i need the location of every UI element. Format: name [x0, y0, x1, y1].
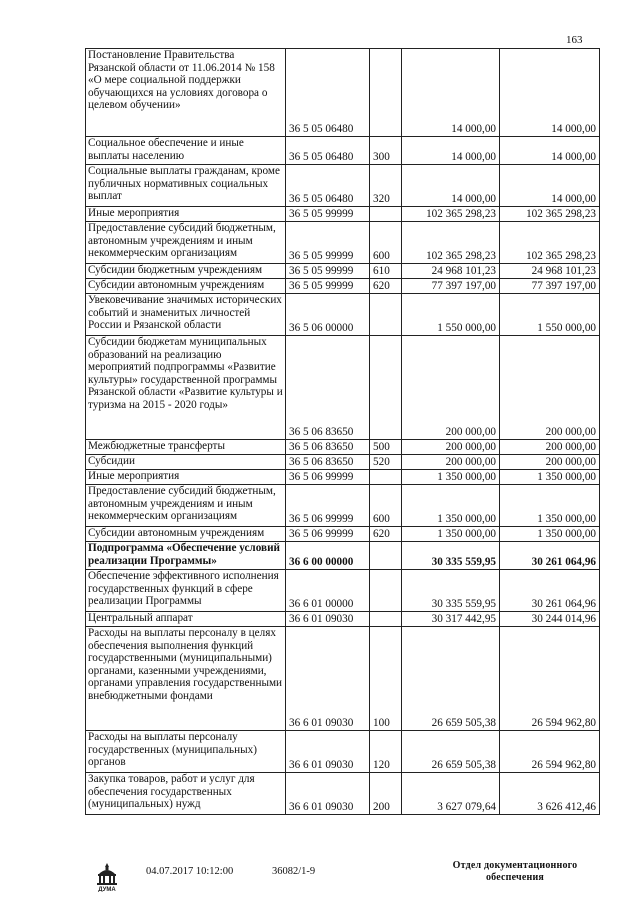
row-code: 36 5 05 99999: [286, 264, 370, 279]
table-row: [86, 570, 600, 612]
row-code: 36 5 05 99999: [286, 279, 370, 294]
row-value-2: 26 594 962,80: [500, 731, 600, 773]
table-row: [86, 773, 600, 815]
row-name: Иные мероприятия: [86, 207, 286, 222]
row-value-2: 102 365 298,23: [500, 207, 600, 222]
budget-table-body: [86, 49, 600, 815]
row-value-2: 14 000,00: [500, 49, 600, 137]
row-name: Социальное обеспечение и иные выплаты населению: [86, 137, 286, 165]
row-value-2: 77 397 197,00: [500, 279, 600, 294]
footer-doc-number: 36082/1-9: [272, 866, 316, 877]
row-value-2: 14 000,00: [500, 165, 600, 207]
row-expense-type: [370, 207, 402, 222]
row-name: Обеспечение эффективного исполнения государственных функций в сфере реализации Программы: [86, 570, 286, 612]
row-value-1: 24 968 101,23: [402, 264, 500, 279]
row-value-1: 1 350 000,00: [402, 485, 500, 527]
table-row: [86, 137, 600, 165]
row-expense-type: [370, 612, 402, 627]
row-value-2: 200 000,00: [500, 440, 600, 455]
row-value-2: 1 350 000,00: [500, 527, 600, 542]
footer-department-line2: обеспечения: [485, 872, 545, 883]
row-value-2: 30 244 014,96: [500, 612, 600, 627]
row-value-2: 3 626 412,46: [500, 773, 600, 815]
row-code: 36 5 06 83650: [286, 336, 370, 440]
row-name: Иные мероприятия: [86, 470, 286, 485]
row-code: 36 6 00 00000: [286, 542, 370, 570]
footer: [0, 860, 640, 900]
table-row: [86, 279, 600, 294]
table-row: [86, 165, 600, 207]
row-code: 36 5 06 99999: [286, 527, 370, 542]
page-number: 163: [566, 34, 583, 46]
row-value-1: 3 627 079,64: [402, 773, 500, 815]
row-code: 36 5 06 00000: [286, 294, 370, 336]
table-row: [86, 49, 600, 137]
row-name: Центральный аппарат: [86, 612, 286, 627]
row-expense-type: 600: [370, 485, 402, 527]
row-value-1: 1 350 000,00: [402, 527, 500, 542]
row-value-1: 1 350 000,00: [402, 470, 500, 485]
row-value-2: 200 000,00: [500, 455, 600, 470]
row-code: 36 5 05 06480: [286, 49, 370, 137]
row-code: 36 5 05 06480: [286, 165, 370, 207]
table-row: [86, 542, 600, 570]
table-row: [86, 612, 600, 627]
row-name: Субсидии бюджетам муниципальных образований на реализацию мероприятий подпрограммы «Развитие культуры» государственной программы Рязанской области «Развитие культуры и туризма на 2015 - 2020 годы»: [86, 336, 286, 440]
table-row: [86, 294, 600, 336]
row-expense-type: 520: [370, 455, 402, 470]
row-code: 36 5 05 99999: [286, 207, 370, 222]
row-value-1: 14 000,00: [402, 165, 500, 207]
row-code: 36 6 01 09030: [286, 773, 370, 815]
row-value-1: 30 317 442,95: [402, 612, 500, 627]
row-value-1: 200 000,00: [402, 455, 500, 470]
row-value-2: 30 261 064,96: [500, 570, 600, 612]
table-row: [86, 527, 600, 542]
row-code: 36 5 06 83650: [286, 440, 370, 455]
row-name: Расходы на выплаты персоналу государственных (муниципальных) органов: [86, 731, 286, 773]
row-code: 36 5 06 99999: [286, 470, 370, 485]
row-value-1: 30 335 559,95: [402, 542, 500, 570]
table-row: [86, 264, 600, 279]
row-expense-type: [370, 294, 402, 336]
row-code: 36 5 06 83650: [286, 455, 370, 470]
table-row: [86, 455, 600, 470]
row-value-1: 200 000,00: [402, 440, 500, 455]
row-value-1: 30 335 559,95: [402, 570, 500, 612]
row-value-2: 1 350 000,00: [500, 470, 600, 485]
row-value-1: 26 659 505,38: [402, 627, 500, 731]
row-code: 36 6 01 00000: [286, 570, 370, 612]
row-name: Подпрограмма «Обеспечение условий реализации Программы»: [86, 542, 286, 570]
logo-text: ДУМА: [98, 887, 116, 892]
row-name: Социальные выплаты гражданам, кроме публичных нормативных социальных выплат: [86, 165, 286, 207]
row-value-1: 26 659 505,38: [402, 731, 500, 773]
row-expense-type: [370, 470, 402, 485]
table-row: [86, 731, 600, 773]
row-name: Увековечивание значимых исторических событий и знаменитых личностей России и Рязанской области: [86, 294, 286, 336]
table-row: [86, 336, 600, 440]
row-value-1: 77 397 197,00: [402, 279, 500, 294]
row-expense-type: 120: [370, 731, 402, 773]
row-value-2: 1 550 000,00: [500, 294, 600, 336]
row-value-1: 14 000,00: [402, 137, 500, 165]
row-expense-type: 620: [370, 527, 402, 542]
row-name: Предоставление субсидий бюджетным, автономным учреждениям и иным некоммерческим организациям: [86, 485, 286, 527]
row-expense-type: 300: [370, 137, 402, 165]
row-code: 36 6 01 09030: [286, 731, 370, 773]
row-name: Межбюджетные трансферты: [86, 440, 286, 455]
row-expense-type: 100: [370, 627, 402, 731]
row-code: 36 5 06 99999: [286, 485, 370, 527]
row-name: Субсидии автономным учреждениям: [86, 527, 286, 542]
row-value-2: 14 000,00: [500, 137, 600, 165]
row-expense-type: 500: [370, 440, 402, 455]
row-name: Субсидии бюджетным учреждениям: [86, 264, 286, 279]
row-value-2: 30 261 064,96: [500, 542, 600, 570]
row-value-2: 24 968 101,23: [500, 264, 600, 279]
footer-department-line1: Отдел документационного: [452, 860, 578, 871]
row-name: Субсидии автономным учреждениям: [86, 279, 286, 294]
row-code: 36 5 05 06480: [286, 137, 370, 165]
row-name: Постановление Правительства Рязанской области от 11.06.2014 № 158 «О мере социальной поддержки обучающихся на условиях договора о целевом обучении»: [86, 49, 286, 137]
row-expense-type: 200: [370, 773, 402, 815]
row-expense-type: 620: [370, 279, 402, 294]
row-value-1: 200 000,00: [402, 336, 500, 440]
footer-department: [440, 860, 590, 884]
row-value-2: 102 365 298,23: [500, 222, 600, 264]
table-row: [86, 440, 600, 455]
row-value-1: 102 365 298,23: [402, 222, 500, 264]
row-value-2: 200 000,00: [500, 336, 600, 440]
row-code: 36 6 01 09030: [286, 612, 370, 627]
row-value-2: 26 594 962,80: [500, 627, 600, 731]
row-expense-type: [370, 336, 402, 440]
table-row: [86, 627, 600, 731]
row-value-1: 102 365 298,23: [402, 207, 500, 222]
row-name: Закупка товаров, работ и услуг для обеспечения государственных (муниципальных) нужд: [86, 773, 286, 815]
row-expense-type: 600: [370, 222, 402, 264]
table-row: [86, 207, 600, 222]
row-expense-type: [370, 49, 402, 137]
row-value-1: 1 550 000,00: [402, 294, 500, 336]
duma-building-logo-icon: [94, 862, 120, 892]
table-row: [86, 485, 600, 527]
row-value-1: 14 000,00: [402, 49, 500, 137]
table-row: [86, 222, 600, 264]
row-name: Расходы на выплаты персоналу в целях обеспечения выполнения функций государственными (муниципальными) органами, казенными учреждениями, органами управления государственными внебюджетными фондами: [86, 627, 286, 731]
row-code: 36 6 01 09030: [286, 627, 370, 731]
footer-date: 04.07.2017 10:12:00: [146, 866, 234, 877]
row-code: 36 5 05 99999: [286, 222, 370, 264]
budget-table: [85, 48, 600, 815]
row-value-2: 1 350 000,00: [500, 485, 600, 527]
row-expense-type: 320: [370, 165, 402, 207]
row-name: Субсидии: [86, 455, 286, 470]
row-expense-type: [370, 570, 402, 612]
table-row: [86, 470, 600, 485]
row-expense-type: [370, 542, 402, 570]
row-expense-type: 610: [370, 264, 402, 279]
row-name: Предоставление субсидий бюджетным, автономным учреждениям и иным некоммерческим организациям: [86, 222, 286, 264]
